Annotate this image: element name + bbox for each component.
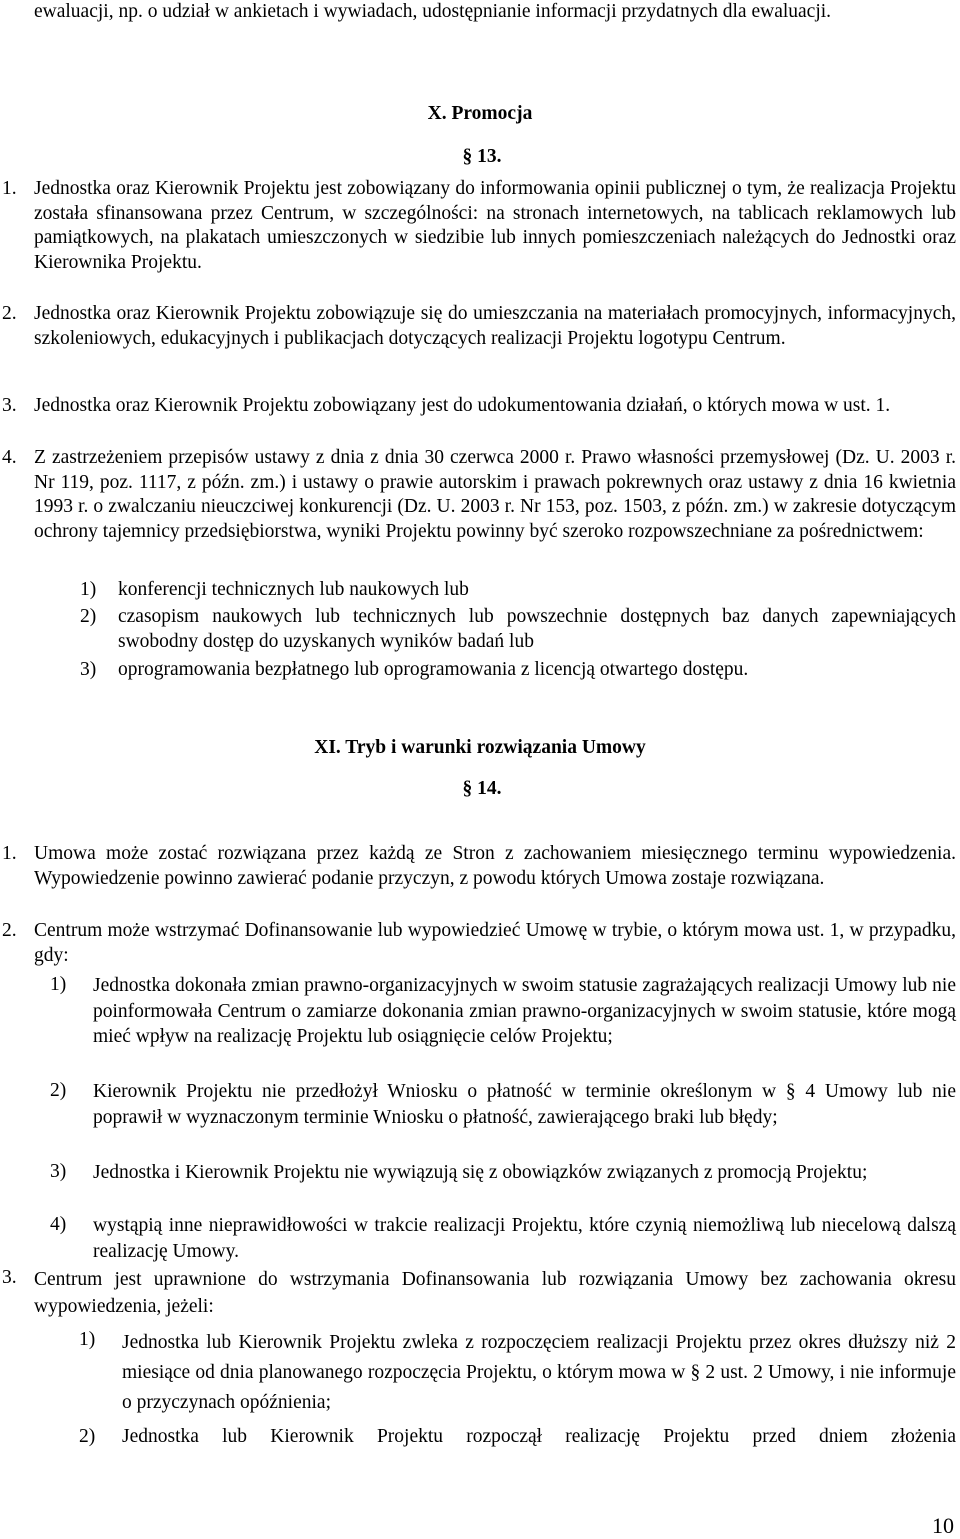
s11-paragraph-1 [2, 842, 956, 891]
s11-p2-item-4 [50, 1213, 956, 1265]
s11-p3-item-number: 1) [79, 1329, 96, 1350]
s11-paragraph-2 [2, 919, 956, 968]
s11-p2-item-3 [50, 1160, 956, 1186]
section-xi-paragraph-mark: § 14. [462, 778, 502, 799]
s11-p2-text: Centrum może wstrzymać Dofinansowanie lub wypowiedzieć Umowę w trybie, o którym mowa ust. 1, w przypadku, gdy: [34, 920, 956, 966]
s11-p3-item-number: 2) [79, 1426, 96, 1447]
s11-p3-item-2 [79, 1425, 956, 1450]
s10-p2-number: 2. [2, 303, 17, 324]
s11-p3-item-text: Jednostka lub Kierownik Projektu zwleka z rozpoczęciem realizacji Projektu przez okres dłuższy niż 2 miesiące od dnia planowanego rozpoczęcia Projektu, o którym mowa w § 2 ust. 2 Umowy, i nie informuje o przyczynach opóźnienia; [122, 1332, 956, 1413]
s10-paragraph-4 [2, 446, 956, 544]
top-fragment: ewaluacji, np. o udział w ankietach i wywiadach, udostępnianie informacji przydatnych dla ewaluacji. [34, 1, 832, 22]
s10-p4-item-number: 3) [80, 659, 97, 680]
s11-p2-item-text: Jednostka i Kierownik Projektu nie wywiązują się z obowiązków związanych z promocją Projektu; [93, 1162, 868, 1183]
s11-p3-text: Centrum jest uprawnione do wstrzymania Dofinansowania lub rozwiązania Umowy bez zachowania okresu wypowiedzenia, jeżeli: [34, 1269, 956, 1317]
s10-p4-text: Z zastrzeżeniem przepisów ustawy z dnia z dnia 30 czerwca 2000 r. Prawo własności przemysłowej (Dz. U. 2003 r. Nr 119, poz. 1117, z późn. zm.) i ustawy o prawie autorskim i prawach pokrewnych oraz ustawy z dnia 16 kwietnia 1993 r. o zwalczaniu nieuczciwej konkurencji (Dz. U. 2003 r. Nr 153, poz. 1503, z późn. zm.) w zakresie dotyczącym ochrony tajemnicy przedsiębiorstwa, wyniki Projektu powinny być szeroko rozpowszechniane za pośrednictwem: [34, 447, 956, 542]
s10-p4-item-2 [80, 605, 956, 654]
s10-p1-number: 1. [2, 178, 17, 199]
s10-p4-item-text: oprogramowania bezpłatnego lub oprogramowania z licencją otwartego dostępu. [118, 659, 749, 680]
s11-p1-number: 1. [2, 843, 17, 864]
s11-p3-item-text: Jednostka lub Kierownik Projektu rozpoczął realizację Projektu przed dniem złożenia [122, 1426, 956, 1447]
s10-p4-item-text: konferencji technicznych lub naukowych lub [118, 579, 469, 600]
s10-p4-item-number: 1) [80, 579, 97, 600]
s11-p2-item-number: 3) [50, 1161, 67, 1182]
section-xi-title: XI. Tryb i warunki rozwiązania Umowy [314, 737, 646, 758]
s11-p2-item-number: 2) [50, 1080, 67, 1101]
s11-p2-number: 2. [2, 920, 17, 941]
s10-p3-text: Jednostka oraz Kierownik Projektu zobowiązany jest do udokumentowania działań, o których mowa w ust. 1. [34, 395, 891, 416]
s11-paragraph-3 [2, 1266, 956, 1320]
s10-paragraph-3 [2, 394, 956, 419]
s10-p4-item-text: czasopism naukowych lub technicznych lub powszechnie dostępnych baz danych zapewniających swobodny dostęp do uzyskanych wyników badań lub [118, 606, 956, 652]
s11-p1-text: Umowa może zostać rozwiązana przez każdą ze Stron z zachowaniem miesięcznego terminu wypowiedzenia. Wypowiedzenie powinno zawierać podanie przyczyn, z powodu których Umowa zostaje rozwiązana. [34, 843, 956, 889]
s10-p3-number: 3. [2, 395, 17, 416]
s10-p4-number: 4. [2, 447, 17, 468]
s11-p2-item-text: Jednostka dokonała zmian prawno-organizacyjnych w swoim statusie zagrażających realizacji Umowy lub nie poinformowała Centrum o zamiarze dokonania zmian prawno-organizacyjnych w swoim statusie, które mogą mieć wpływ na realizację Projektu lub osiągnięcie celów Projektu; [93, 975, 956, 1047]
s11-p2-item-1 [50, 973, 956, 1050]
s10-p4-item-number: 2) [80, 606, 97, 627]
s10-p4-item-1 [80, 578, 956, 603]
s10-p2-text: Jednostka oraz Kierownik Projektu zobowiązuje się do umieszczania na materiałach promocyjnych, informacyjnych, szkoleniowych, edukacyjnych i publikacjach dotyczących realizacji Projektu logotypu Centrum. [34, 303, 956, 349]
section-x-title: X. Promocja [427, 103, 533, 124]
s11-p2-item-text: wystąpią inne nieprawidłowości w trakcie realizacji Projektu, które czynią niemożliwą lub niecelową dalszą realizację Umowy. [93, 1215, 956, 1262]
s11-p2-item-number: 1) [50, 974, 67, 995]
page-number: 10 [932, 1513, 954, 1538]
s10-paragraph-1 [2, 177, 956, 275]
s10-p1-text: Jednostka oraz Kierownik Projektu jest zobowiązany do informowania opinii publicznej o tym, że realizacja Projektu została sfinansowana przez Centrum, w szczególności: na stronach internetowych, na tablicach reklamowych lub pamiątkowych, na plakatach umieszczonych w siedzibie lub innych pomieszczeniach należących do Jednostki oraz Kierownika Projektu. [34, 178, 956, 273]
s11-p2-item-text: Kierownik Projektu nie przedłożył Wniosku o płatność w terminie określonym w § 4 Umowy lub nie poprawił w wyznaczonym terminie Wniosku o płatność, zawierającego braki lub błędy; [93, 1081, 956, 1128]
s11-p2-item-2 [50, 1079, 956, 1131]
section-x-paragraph-mark: § 13. [462, 146, 502, 167]
s10-paragraph-2 [2, 302, 956, 351]
s11-p3-number: 3. [2, 1267, 17, 1288]
s10-p4-item-3 [80, 658, 956, 683]
s11-p3-item-1 [79, 1328, 956, 1418]
s11-p2-item-number: 4) [50, 1214, 67, 1235]
